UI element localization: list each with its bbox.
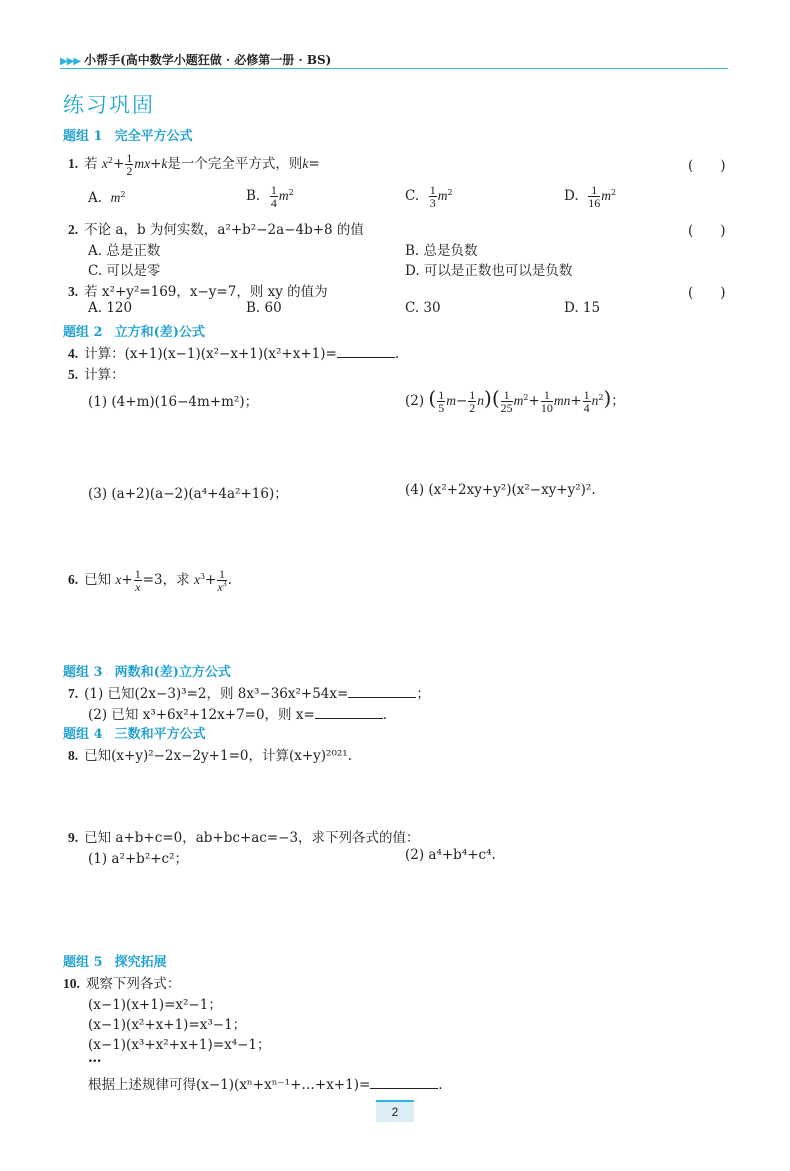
q10-line-1: (x−1)(x+1)=x²−1；: [88, 997, 222, 1013]
fraction: $\frac{1}{2}$: [126, 151, 133, 178]
group-label: 题组 3: [63, 665, 103, 680]
question-8: [68, 744, 352, 764]
answer-blank[interactable]: [337, 345, 395, 358]
q5-part-4: (4) (x²+2xy+y²)(x²−xy+y²)².: [405, 482, 596, 498]
q9-part-1: (1) a²+b²+c²；: [88, 851, 189, 867]
q10-text: 观察下列各式：: [85, 976, 181, 992]
section-title: 练习巩固: [63, 93, 155, 117]
q3-option-c[interactable]: C. 30: [405, 300, 441, 316]
q1-option-a[interactable]: A. $m^2$: [88, 190, 126, 206]
group-label: 题组 2: [63, 325, 103, 340]
q2-option-c[interactable]: C. 可以是零: [88, 263, 161, 279]
q3-option-b[interactable]: B. 60: [246, 300, 282, 316]
q3-option-a[interactable]: A. 120: [88, 300, 133, 316]
question-7: 7. (1) 已知(2x−3)³=2，则 8x³−36x²+54x= ；: [68, 686, 430, 702]
q8-text: 已知(x+y)²−2x−2y+1=0，计算(x+y)²⁰²¹.: [84, 748, 352, 764]
q9-text: 已知 a+b+c=0，ab+bc+ac=−3，求下列各式的值：: [84, 830, 420, 846]
question-number: 5.: [68, 367, 79, 382]
group-4-heading: [63, 723, 206, 742]
answer-paren-2[interactable]: ( ): [688, 223, 726, 239]
question-9: [68, 826, 420, 846]
part-label: (2): [405, 393, 425, 409]
group-3-heading: [63, 661, 231, 680]
answer-paren-3[interactable]: ( ): [688, 285, 726, 301]
option-letter: B.: [246, 188, 261, 204]
group-title: 立方和(差)公式: [114, 325, 205, 340]
q1-prefix: 若: [84, 156, 98, 172]
question-number: 8.: [68, 748, 79, 763]
question-number: 10.: [63, 976, 80, 991]
answer-blank[interactable]: [348, 685, 416, 698]
option-letter: D.: [564, 188, 579, 204]
question-number: 3.: [68, 284, 79, 299]
group-title: 两数和(差)立方公式: [114, 665, 231, 680]
q7-part-2: (2) 已知 x³+6x²+12x+7=0，则 x=: [88, 707, 315, 723]
q6-middle: =3，求: [142, 572, 190, 588]
question-number: 6.: [68, 572, 79, 587]
group-2-heading: [63, 321, 205, 340]
q1-option-b[interactable]: B. $\frac{1}{4}$ $m^2$: [246, 183, 294, 210]
question-3: [68, 280, 328, 300]
answer-blank[interactable]: [315, 706, 383, 719]
q1-option-c[interactable]: C. $\frac{1}{3}$ $m^2$: [405, 183, 453, 210]
group-title: 探究拓展: [114, 955, 167, 970]
q10-line-2: (x−1)(x²+x+1)=x³−1；: [88, 1017, 247, 1033]
q10-line-5: 根据上述规律可得(x−1)(xⁿ+xⁿ⁻¹+…+x+1)= .: [88, 1077, 443, 1093]
q10-conclusion: 根据上述规律可得(x−1)(xⁿ+xⁿ⁻¹+…+x+1)=: [88, 1077, 371, 1093]
group-label: 题组 5: [63, 955, 103, 970]
group-title: 完全平方公式: [114, 129, 193, 144]
question-4: 4. 计算：(x+1)(x−1)(x²−x+1)(x²+x+1)= .: [68, 346, 400, 362]
q4-text: 计算：(x+1)(x−1)(x²−x+1)(x²+x+1)=: [84, 346, 337, 362]
question-number: 2.: [68, 222, 79, 237]
page-number: 2: [376, 1100, 414, 1122]
option-letter: C.: [405, 188, 420, 204]
question-1: 1. 若 $x^2+$ $\frac{1}{2}$ mx+k是一个完全平方式，则k=: [68, 151, 320, 178]
answer-paren-1[interactable]: ( ): [688, 158, 726, 174]
q2-option-d[interactable]: D. 可以是正数也可以是负数: [405, 263, 573, 279]
group-title: 三数和平方公式: [114, 727, 206, 742]
header-divider: [60, 68, 728, 69]
q9-part-2: (2) a⁴+b⁴+c⁴.: [405, 847, 496, 863]
group-label: 题组 4: [63, 727, 103, 742]
q5-part-3: (3) (a+2)(a−2)(a⁴+4a²+16)；: [88, 486, 288, 502]
q3-option-d[interactable]: D. 15: [564, 300, 601, 316]
q1-middle: 是一个完全平方式，则: [167, 156, 303, 172]
question-5: [68, 363, 125, 383]
q5-text: 计算：: [84, 367, 125, 383]
question-number: 9.: [68, 830, 79, 845]
q7-part-1: (1) 已知(2x−3)³=2，则 8x³−36x²+54x=: [84, 686, 349, 702]
q1-option-d[interactable]: D. $\frac{1}{16}$ $m^2$: [564, 183, 617, 210]
q5-part-1: (1) (4+m)(16−4m+m²)；: [88, 394, 259, 410]
q2-option-b[interactable]: B. 总是负数: [405, 243, 478, 259]
group-5-heading: [63, 951, 167, 970]
header-title: 小帮手(高中数学小题狂做 · 必修第一册 · BS): [84, 53, 332, 67]
header-arrows-icon: ▶▶▶: [60, 56, 81, 67]
answer-blank[interactable]: [370, 1076, 438, 1089]
question-2: [68, 218, 364, 238]
group-1-heading: [63, 125, 193, 144]
q10-ellipsis: …: [88, 1050, 102, 1066]
q3-text: 若 x²+y²=169，x−y=7，则 xy 的值为: [84, 284, 328, 300]
group-label: 题组 1: [63, 129, 103, 144]
q6-prefix: 已知: [84, 572, 112, 588]
question-number: 7.: [68, 686, 79, 701]
question-10: [63, 972, 180, 992]
q5-part-2: (2) ( $\frac{1}{5}$ m− $\frac{1}{2}$ n)( $\frac{1}{25}$ $m^2+$ $\frac{1}{10}$ mn+ $\frac{1}{4}$ $n^2$)；: [405, 386, 625, 415]
question-6: 6. 已知 x+ $\frac{1}{x}$ =3，求 $x^3+$ $\frac{1}{x^3}$ .: [68, 567, 232, 594]
q2-option-a[interactable]: A. 总是正数: [88, 243, 161, 259]
question-number: 4.: [68, 346, 79, 361]
option-letter: A.: [88, 190, 103, 206]
q2-text: 不论 a，b 为何实数，a²+b²−2a−4b+8 的值: [84, 222, 364, 238]
question-7-part-2: (2) 已知 x³+6x²+12x+7=0，则 x= .: [88, 707, 388, 723]
q10-line-3: (x−1)(x³+x²+x+1)=x⁴−1；: [88, 1037, 271, 1053]
question-number: 1.: [68, 156, 79, 171]
running-header: [60, 51, 331, 68]
